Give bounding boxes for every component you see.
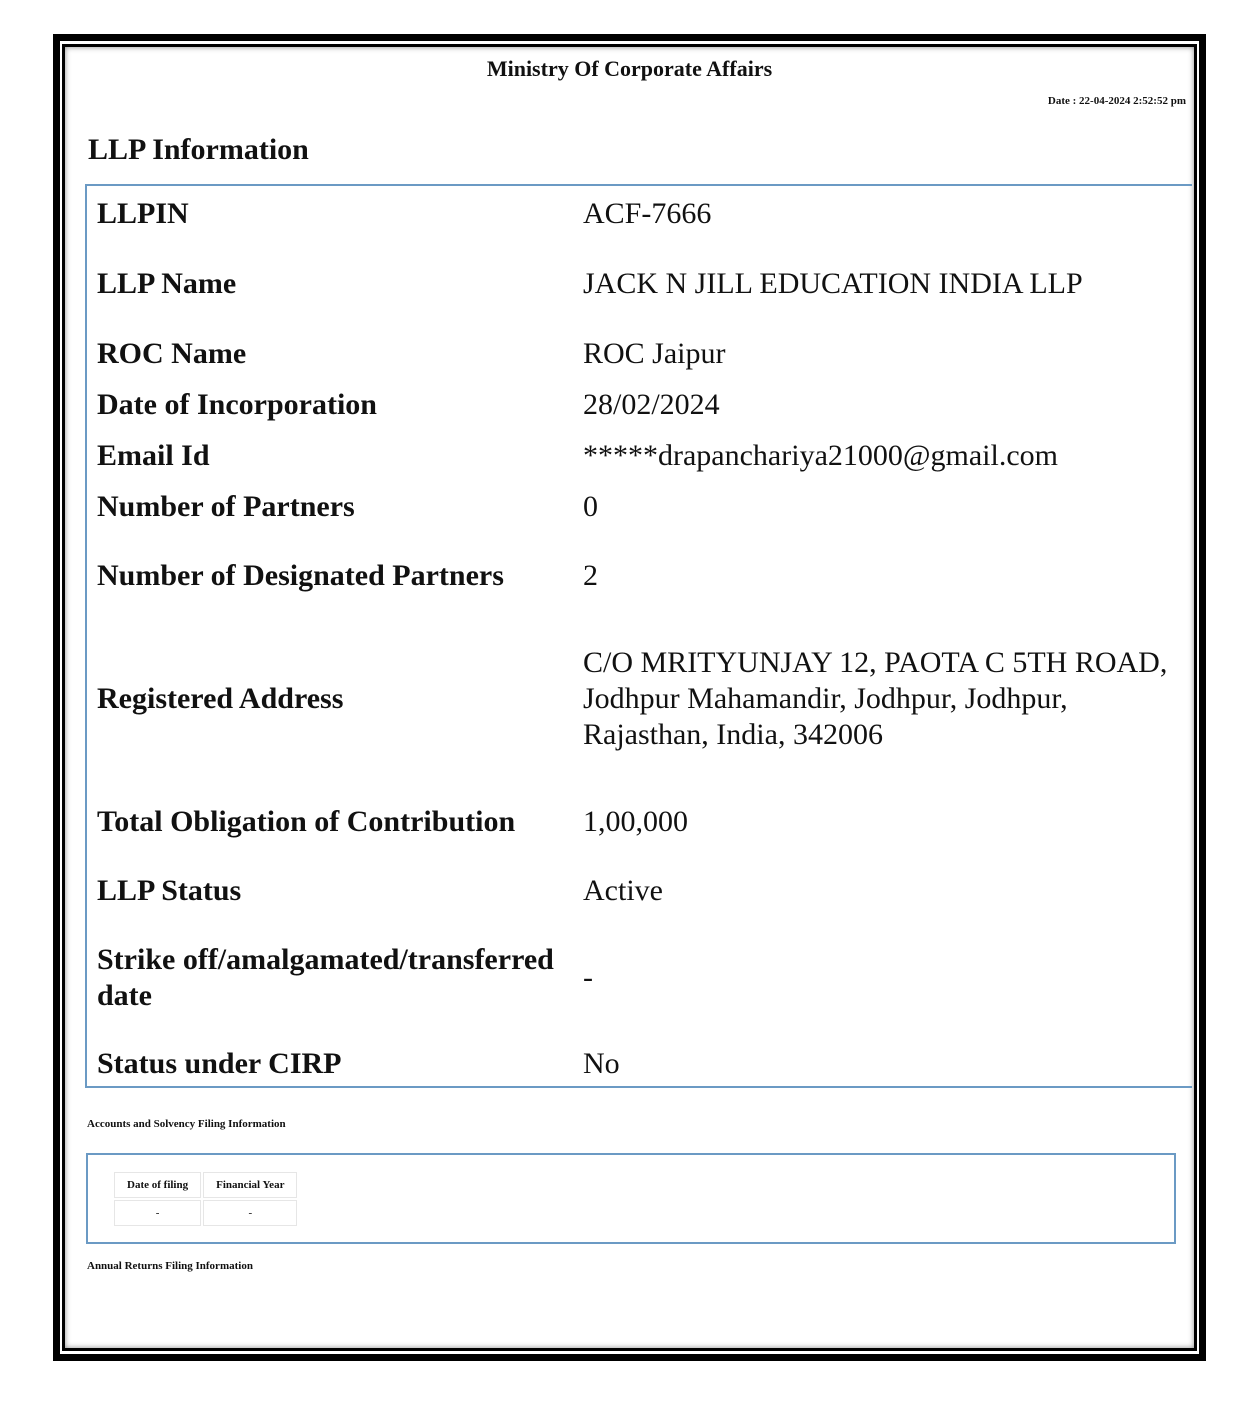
label-date-of-incorporation: Date of Incorporation: [97, 388, 377, 421]
value-number-of-partners: 0: [583, 490, 598, 523]
label-email-id: Email Id: [97, 439, 210, 472]
label-llp-status: LLP Status: [97, 874, 242, 907]
value-roc-name: ROC Jaipur: [583, 337, 726, 370]
row-designated-partners: [97, 533, 1187, 619]
label-total-obligation: Total Obligation of Contribution: [97, 805, 516, 838]
value-strike-off-date: -: [583, 961, 593, 994]
cell-financial-year: -: [203, 1200, 297, 1226]
label-roc-name: ROC Name: [97, 337, 247, 370]
value-status-under-cirp: No: [583, 1047, 620, 1080]
value-llp-name: JACK N JILL EDUCATION INDIA LLP: [583, 267, 1083, 300]
value-llpin: ACF-7666: [583, 197, 712, 230]
value-date-of-incorporation: 28/02/2024: [583, 388, 720, 421]
table-row: [114, 1200, 297, 1226]
row-total-obligation: [97, 779, 1187, 865]
accounts-table: [112, 1170, 299, 1228]
value-email-id: *****drapanchariya21000@gmail.com: [583, 439, 1058, 472]
value-llp-status: Active: [583, 874, 663, 907]
row-email-id: [97, 431, 1187, 481]
report-date: Date : 22-04-2024 2:52:52 pm: [1047, 95, 1186, 107]
value-registered-address: C/O MRITYUNJAY 12, PAOTA C 5TH ROAD, Jodhpur Mahamandir, Jodhpur, Jodhpur, Rajasthan, India, 342006: [583, 646, 1168, 751]
label-llpin: LLPIN: [97, 197, 189, 230]
value-designated-partners: 2: [583, 559, 598, 592]
section-title: LLP Information: [88, 133, 309, 166]
cell-date-of-filing: -: [114, 1200, 201, 1226]
label-registered-address: Registered Address: [97, 682, 344, 715]
row-number-of-partners: [97, 481, 1187, 533]
row-llpin: [97, 189, 1187, 239]
col-date-of-filing: Date of filing: [114, 1172, 201, 1198]
row-strike-off-date: [97, 917, 1187, 1039]
row-registered-address: [97, 619, 1187, 779]
row-llp-name: [97, 239, 1187, 329]
row-date-of-incorporation: [97, 379, 1187, 431]
annual-returns-heading: Annual Returns Filing Information: [87, 1260, 253, 1272]
label-strike-off-date: Strike off/amalgamated/transferred date: [97, 943, 554, 1012]
row-llp-status: [97, 865, 1187, 917]
accounts-header-row: [114, 1172, 297, 1198]
row-status-under-cirp: [97, 1039, 1187, 1089]
ministry-title: Ministry Of Corporate Affairs: [486, 56, 773, 81]
label-status-under-cirp: Status under CIRP: [97, 1047, 342, 1080]
label-designated-partners: Number of Designated Partners: [97, 559, 504, 592]
accounts-heading: Accounts and Solvency Filing Information: [87, 1118, 286, 1130]
llp-info-table: [97, 189, 1187, 1089]
label-number-of-partners: Number of Partners: [97, 490, 355, 523]
row-roc-name: [97, 329, 1187, 379]
value-total-obligation: 1,00,000: [583, 805, 688, 838]
col-financial-year: Financial Year: [203, 1172, 297, 1198]
label-llp-name: LLP Name: [97, 267, 237, 300]
